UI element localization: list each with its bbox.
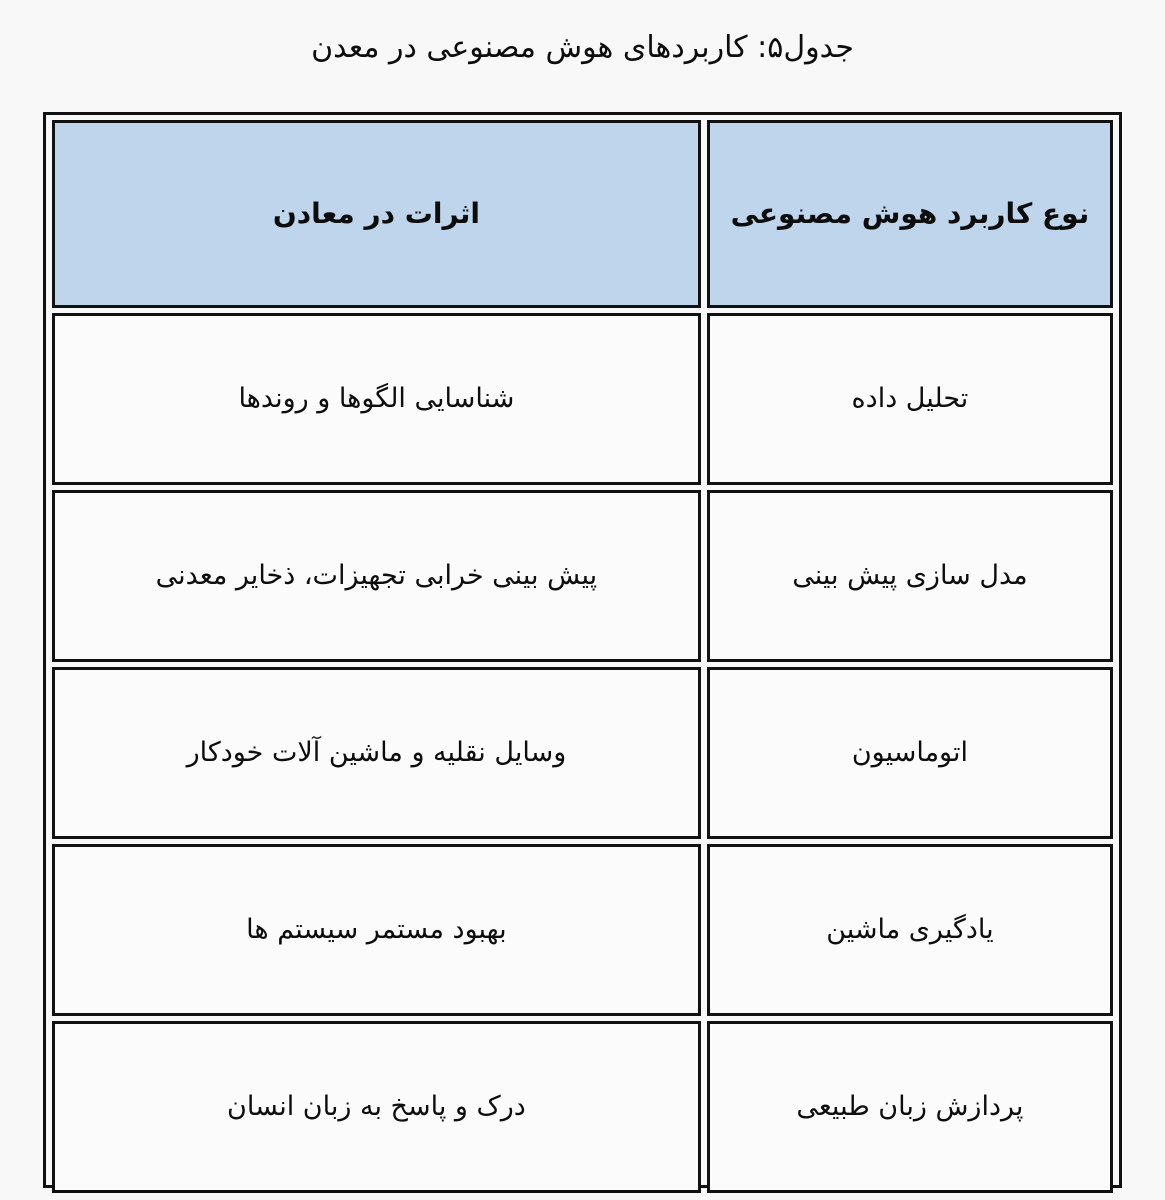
cell-type-text: یادگیری ماشین	[826, 914, 994, 946]
table-header	[52, 120, 1113, 308]
cell-effect-text: بهبود مستمر سیستم ها	[246, 914, 507, 946]
cell-effect-text: وسایل نقلیه و ماشین آلات خودکار	[186, 737, 567, 769]
cell-type	[707, 1021, 1113, 1193]
cell-type-text: مدل سازی پیش بینی	[792, 560, 1028, 592]
table-header-row	[52, 120, 1113, 308]
cell-effect	[52, 844, 701, 1016]
column-header-effect-label: اثرات در معادن	[272, 196, 480, 230]
table-row	[52, 313, 1113, 485]
cell-type-text: تحلیل داده	[851, 383, 969, 415]
cell-type-text: پردازش زبان طبیعی	[796, 1091, 1024, 1123]
column-header-effect	[52, 120, 701, 308]
cell-type	[707, 844, 1113, 1016]
column-header-type	[707, 120, 1113, 308]
cell-effect	[52, 667, 701, 839]
table-row	[52, 667, 1113, 839]
cell-effect	[52, 490, 701, 662]
cell-effect	[52, 1021, 701, 1193]
cell-effect-text: درک و پاسخ به زبان انسان	[227, 1091, 526, 1123]
table-row	[52, 490, 1113, 662]
cell-type-text: اتوماسیون	[851, 737, 969, 769]
cell-effect-text: شناسایی الگوها و روندها	[238, 383, 515, 415]
ai-applications-table	[46, 115, 1119, 1198]
table-body	[52, 313, 1113, 1193]
table-row	[52, 844, 1113, 1016]
cell-type	[707, 490, 1113, 662]
cell-effect	[52, 313, 701, 485]
cell-effect-text: پیش بینی خرابی تجهیزات، ذخایر معدنی	[155, 560, 598, 592]
cell-type	[707, 667, 1113, 839]
column-header-type-label: نوع کاربرد هوش مصنوعی	[730, 196, 1090, 230]
cell-type	[707, 313, 1113, 485]
table-row	[52, 1021, 1113, 1193]
table-caption: جدول۵: کاربردهای هوش مصنوعی در معدن	[311, 29, 854, 65]
table-frame	[43, 112, 1122, 1188]
